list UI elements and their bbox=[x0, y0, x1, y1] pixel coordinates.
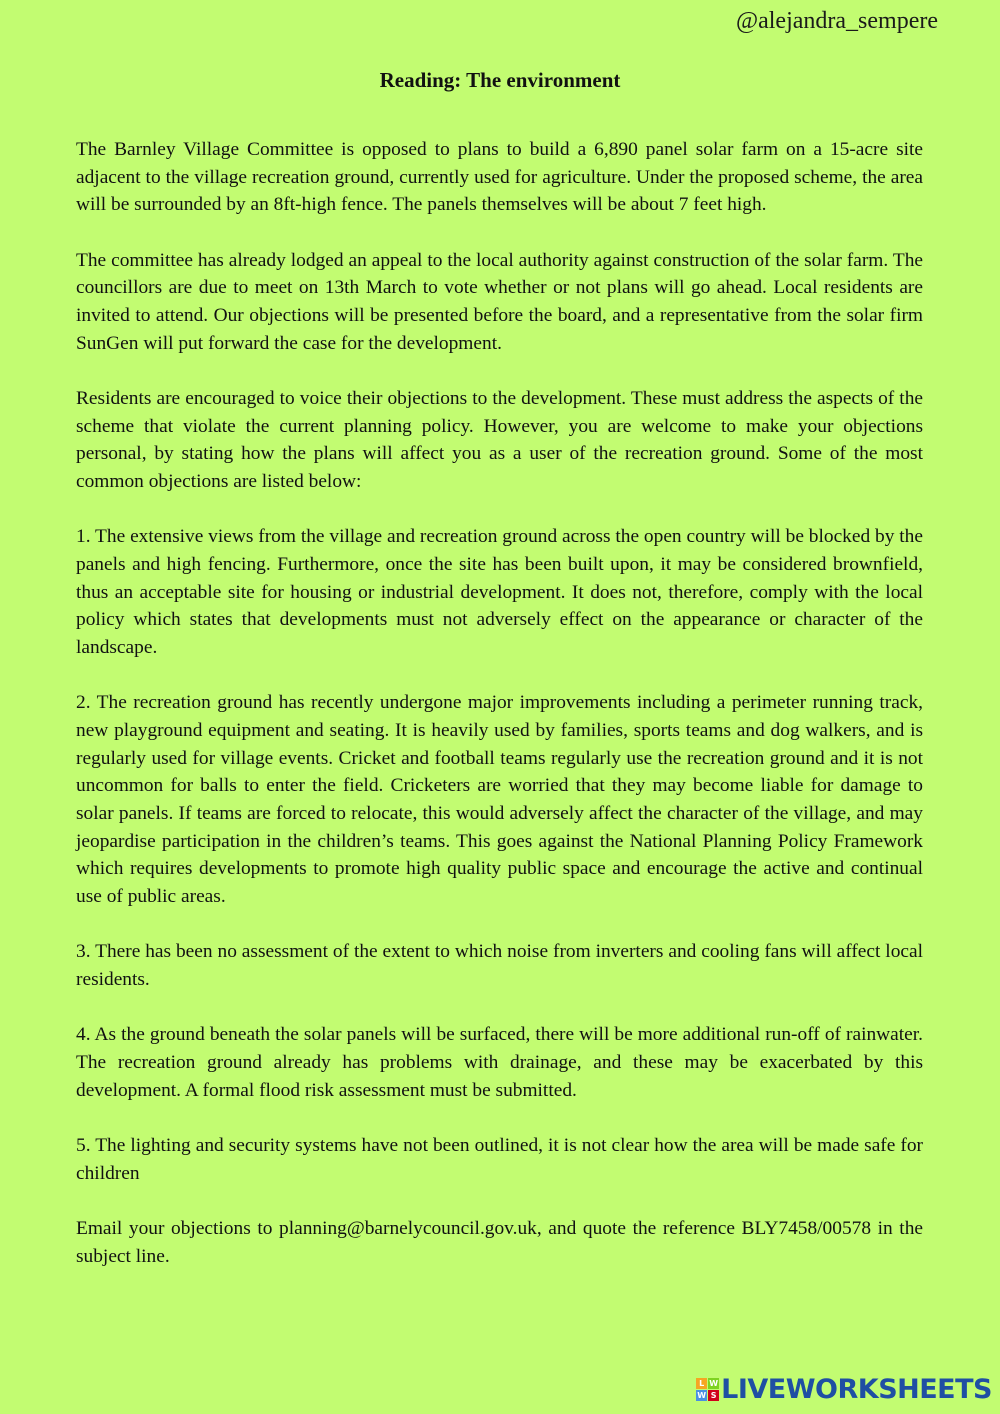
paragraph-intro: The Barnley Village Committee is opposed to plans to build a 6,890 panel solar farm on a 15-acre site adjacent to the village recreation ground, currently used for agriculture. Under the proposed scheme, the area will be surrounded by an 8ft-high fence. The panels themselves will be about 7 feet high. bbox=[76, 139, 923, 216]
logo-mark-letter: L bbox=[696, 1378, 707, 1389]
objection-5: 5. The lighting and security systems have not been outlined, it is not clear how the area will be made safe for children bbox=[76, 1134, 923, 1184]
paragraph-committee: The committee has already lodged an appeal to the local authority against construction of the solar farm. The councillors are due to meet on 13th March to vote whether or not plans will go ahead. Local residents are invited to attend. Our objections will be presented before the board, and a representative from the solar firm SunGen will put forward the case for the development. bbox=[76, 249, 923, 354]
page-title: Reading: The environment bbox=[379, 68, 621, 92]
paragraph-residents: Residents are encouraged to voice their objections to the development. These must address the aspects of the scheme that violate the current planning policy. However, you are welcome to make your objections personal, by stating how the plans will affect you as a user of the recreation ground. Some of the most common objections are listed below: bbox=[76, 387, 923, 493]
objection-1: 1. The extensive views from the village and recreation ground across the open country will be blocked by the panels and high fencing. Furthermore, once the site has been built upon, it may be considered brownfield, thus an acceptable site for housing or industrial development. It does not, therefore, comply with the local policy which states that developments must not adversely effect on the appearance or character of the landscape. bbox=[76, 526, 923, 659]
objection-3: 3. There has been no assessment of the extent to which noise from inverters and cooling fans will affect local residents. bbox=[76, 941, 923, 991]
logo-mark-letter: S bbox=[708, 1390, 719, 1401]
objection-2: 2. The recreation ground has recently undergone major improvements including a perimeter running track, new playground equipment and seating. It is heavily used by families, sports teams and dog walkers, and is regularly used for village events. Cricket and football teams regularly use the recreation ground and it is not uncommon for balls to enter the field. Cricketers are worried that they may become liable for damage to solar panels. If teams are forced to relocate, this would adversely affect the character of the village, and may jeopardise participation in the children’s teams. This goes against the National Planning Policy Framework which requires developments to promote high quality public space and encourage the active and continual use of public areas. bbox=[76, 692, 923, 908]
reading-text bbox=[76, 136, 923, 1298]
logo-mark-letter: W bbox=[697, 1390, 707, 1400]
paragraph-email: Email your objections to planning@barnelycouncil.gov.uk, and quote the reference BLY7458/00578 in the subject line. bbox=[76, 1217, 923, 1267]
logo-mark-icon bbox=[696, 1378, 719, 1401]
liveworksheets-logo bbox=[696, 1374, 992, 1404]
logo-text: LIVEWORKSHEETS bbox=[721, 1373, 992, 1405]
objection-4: 4. As the ground beneath the solar panels will be surfaced, there will be more additional run-off of rainwater. The recreation ground already has problems with drainage, and these may be exacerbated by this development. A formal flood risk assessment must be submitted. bbox=[76, 1024, 923, 1101]
author-handle: @alejandra_sempere bbox=[736, 8, 938, 34]
logo-mark-letter: W bbox=[709, 1378, 719, 1388]
